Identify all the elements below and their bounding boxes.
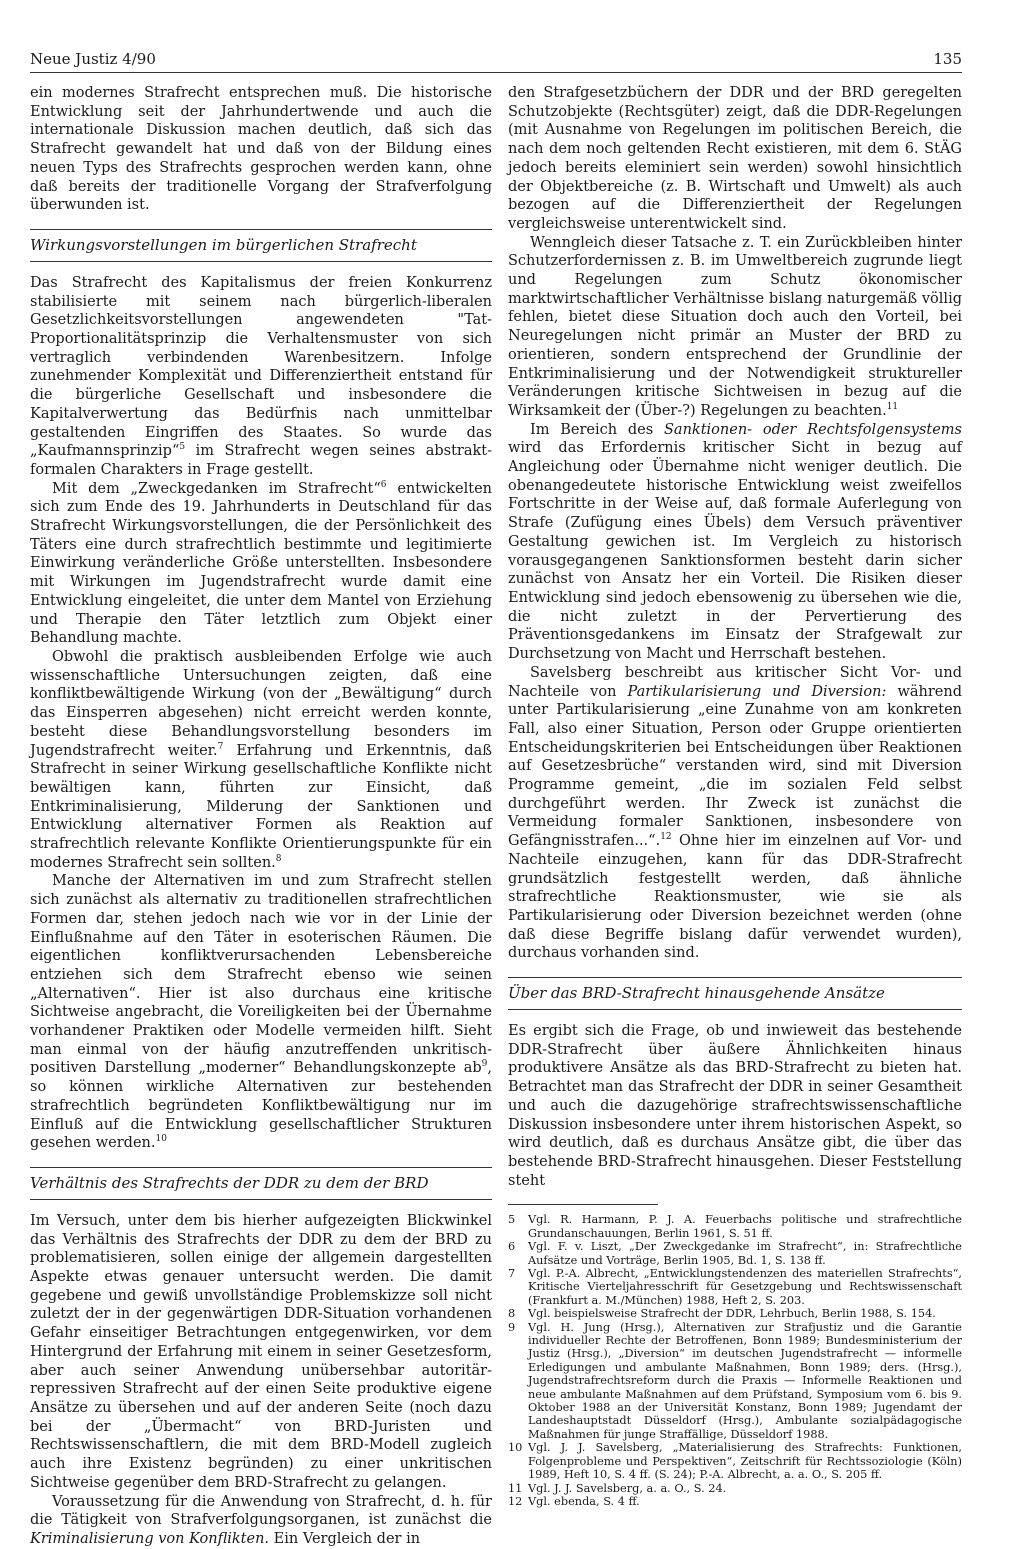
footnote-ref[interactable]: 9: [481, 1059, 488, 1070]
footnotes: [508, 1213, 962, 1508]
footnote: 10 Vgl. J. J. Savelsberg, „Materialisierung des Strafrechts: Funktionen, Folgenprobleme und Perspektiven“, Zeitschrift für Rechtssoziologie (Köln) 1989, Heft 10, S. 4 ff. (S. 24); P.-A. Albrecht, a. a. O., S. 205 ff.: [508, 1441, 962, 1482]
footnote: 6 Vgl. F. v. Liszt, „Der Zweckgedanke im Strafrecht“, in: Strafrechtliche Aufsätze und Vorträge, Berlin 1905, Bd. 1, S. 138 ff.: [508, 1240, 962, 1267]
paragraph: Obwohl die praktisch ausbleibenden Erfolge wie auch wissenschaftliche Untersuchungen zeigten, daß eine konfliktbewältigende Wirkung (von der „Bewältigung“ durch das Einsperren abgesehen) nicht erreicht werden konnte, besteht diese Behandlungsvorstellung besonders im Jugendstrafrecht weiter.$^7$ Erfahrung und Erkenntnis, daß Strafrecht in seiner Wirkung gesellschaftliche Konflikte nicht bewältigen kann, führten zur Einsicht, daß Entkriminalisierung, Milderung der Sanktionen und Entwicklung alternativer Formen als Reaktion auf strafrechtlich relevante Konflikte Orientierungspunkte für ein modernes Strafrecht sein sollten.$^8$: [30, 648, 492, 871]
footnote-ref[interactable]: 10: [155, 1134, 167, 1145]
paragraph: Das Strafrecht des Kapitalismus der freien Konkurrenz stabilisierte mit seinem nach bürgerlich-liberalen Gesetzlichkeitsvorstellungen angewendeten "Tat-Proportionalitätsprinzip die Verhaltensmuster von sich vertraglich verbindenden Warenbesitzern. Infolge zunehmender Komplexität und Differenziertheit entstand für die bürgerliche Gesellschaft und insbesondere die Kapitalverwertung das Bedürfnis nach unmittelbar gestaltenden Eingriffen des Staates. So wurde das „Kaufmannsprinzip“$^5$ im Strafrecht wegen seines abstrakt-formalen Charakters in Frage gestellt.: [30, 274, 492, 478]
footnote-rule: [508, 1204, 658, 1205]
paragraph: den Strafgesetzbüchern der DDR und der BRD geregelten Schutzobjekte (Rechtsgüter) zeigt, daß die DDR-Regelungen (mit Ausnahme von Regelungen im politischen Bereich, die nach dem noch geltenden Recht existieren, mit dem 6. StÄG jedoch bereits eleminiert sein werden) sowohl hinsichtlich der Objektbereiche (z. B. Wirtschaft und Umwelt) als auch bezogen auf die Differenziertheit der Regelungen vergleichsweise unterentwickelt sind.: [508, 85, 962, 232]
page-number: 135: [933, 50, 962, 68]
section-heading: Wirkungsvorstellungen im bürgerlichen Strafrecht: [30, 229, 492, 262]
paragraph: ein modernes Strafrecht entsprechen muß. Die historische Entwicklung seit der Jahrhundertwende und auch die internationale Diskussion machen deutlich, daß sich das Strafrecht gewandelt hat und daß von der Bildung eines neuen Typs des Strafrechts gesprochen werden kann, ohne daß bereits der traditionelle Vorgang der Strafverfolgung überwunden ist.: [30, 85, 492, 214]
header-rule: [30, 72, 962, 73]
footnote-ref[interactable]: 5: [179, 442, 186, 453]
paragraph: Savelsberg beschreibt aus kritischer Sicht Vor- und Nachteile von Partikularisierung und Diversion: während unter Partikularisierung „eine Zunahme von am konkreten Fall, also einer Situation, Person oder Gruppe orientierten Entscheidungskriterien bei Entscheidungen über Reaktionen auf Gesetzesbrüche“ verstanden wird, sind mit Diversion Programme gemeint, „die im sozialen Feld selbst durchgeführt werden. Ihr Zweck ist zunächst die Vermeidung formaler Sanktionen, insbesondere von Gefängnisstrafen...“.$^{12}$ Ohne hier im einzelnen auf Vor- und Nachteile einzugehen, kann für das DDR-Strafrecht grundsätzlich festgestellt werden, daß ähnliche strafrechtliche Reaktionsmuster, wie sie als Partikularisierung oder Diversion bezeichnet werden (ohne daß diese Begriffe bislang dafür verwendet wurden), durchaus vorhanden sind.: [508, 664, 962, 962]
paragraph: Im Versuch, unter dem bis hierher aufgezeigten Blickwinkel das Verhältnis des Strafrechts der DDR zu dem der BRD zu problematisieren, sollen einige der allgemein dargestellten Aspekte etwas genauer untersucht werden. Die damit gegebene und gewiß unvollständige Problemskizze soll nicht zuletzt der in der gegenwärtigen DDR-Situation vorhandenen Gefahr einseitiger Betrachtungen entgegenwirken, vor dem Hintergrund der Erfahrung mit einem in seiner Gesetzesform, aber auch seiner Anwendung unübersehbar autoritär-repressiven Strafrecht auf der einen Seite produktive eigene Ansätze zu übersehen und auf der anderen Seite (noch dazu bei der „Übermacht“ von BRD-Juristen und Rechtswissenschaftlern, die mit dem BRD-Modell zugleich auch ihre Existenz begründen) zu einer unkritischen Sichtweise gegenüber dem BRD-Strafrecht zu gelangen.: [30, 1212, 492, 1491]
paragraph: Manche der Alternativen im und zum Strafrecht stellen sich zunächst als alternativ zu traditionellen strafrechtlichen Formen dar, stehen jedoch nach wie vor in der Linie der Einflußnahme auf den Täter in esoterischen Räumen. Die eigentlichen konfliktverursachenden Lebensbereiche entziehen sich dem Strafrecht ebenso wie seinen „Alternativen“. Hier ist also durchaus eine kritische Sichtweise angebracht, die Voreiligkeiten bei der Übernahme vorhandener Praktiken oder Modelle vermeiden hilft. Sieht man einmal von der häufig anzutreffenden unkritisch-positiven Darstellung „moderner“ Behandlungskonzepte $ab^9$, so können wirkliche Alternativen zur bestehenden strafrechtlich begründeten Konfliktbewältigung nur im Einfluß auf die Entwicklung gesellschaftlicher Strukturen gesehen werden.$^{10}$: [30, 873, 492, 1152]
paragraph: Wenngleich dieser Tatsache z. T. ein Zurückbleiben hinter Schutzerfordernissen z. B. im Umweltbereich zugrunde liegt und Regelungen zum Schutz ökonomischer marktwirtschaftlicher Verhältnisse bislang naturgemäß völlig fehlen, bietet diese Situation doch auch den Vorteil, bei Neuregelungen nicht primär an Muster der BRD zu orientieren, sondern entsprechend der Grundlinie der Entkriminalisierung und der Notwendigkeit struktureller Veränderungen kritische Sichtweisen in bezug auf die Wirksamkeit der (Über-?) Regelungen zu beachten.$^{11}$: [508, 234, 962, 419]
footnote-ref[interactable]: 7: [217, 741, 224, 752]
paragraph: Mit dem „Zweckgedanken im Strafrecht“$^6$ entwickelten sich zum Ende des 19. Jahrhunderts in Deutschland für das Strafrecht Wirkungsvorstellungen, die der Persönlichkeit des Täters eine durch strafrechtlich bestimmte und legitimierte Einwirkung veränderliche Größe unterstellten. Insbesondere mit Wirkungen im Jugendstrafrecht wurde damit eine Entwicklung eingeleitet, die unter dem Mantel von Erziehung und Therapie den Täter letztlich zum Objekt einer Behandlung machte.: [30, 479, 493, 647]
footnote: 5 Vgl. R. Harmann, P. J. A. Feuerbachs politische und strafrechtliche Grundanschauungen, Berlin 1961, S. 51 ff.: [508, 1213, 962, 1240]
footnote: 12 Vgl. ebenda, S. 4 ff.: [508, 1494, 640, 1508]
paragraph: Voraussetzung für die Anwendung von Strafrecht, d. h. für die Tätigkeit von Strafverfolgungsorganen, ist zunächst die Kriminalisierung von Konflikten. Ein Vergleich der in: [30, 1493, 492, 1547]
footnote-ref[interactable]: 12: [660, 832, 672, 843]
footnote: 8 Vgl. beispielsweise Strafrecht der DDR, Lehrbuch, Berlin 1988, S. 154.: [508, 1307, 936, 1321]
page-header: [30, 50, 962, 72]
section-heading: Verhältnis des Strafrechts der DDR zu dem der BRD: [30, 1167, 492, 1200]
footnote: 11 Vgl. J. J. Savelsberg, a. a. O., S. 24.: [508, 1481, 727, 1495]
journal-issue: Neue Justiz 4/90: [30, 50, 156, 68]
footnote: 9 Vgl. H. Jung (Hrsg.), Alternativen zur Strafjustiz und die Garantie individueller Rechte der Betroffenen, Bonn 1989; Bundesministerium der Justiz (Hrsg.), „Diversion“ im deutschen Jugendstrafrecht — informelle Erledigungen und ambulante Maßnahmen, Bonn 1989; ders. (Hrsg.), Jugendstrafrechtsreform durch die Praxis — Informelle Reaktionen und neue ambulante Maßnahmen auf dem Prüfstand, Symposium vom 6. bis 9. Oktober 1988 an der Universität Konstanz, Bonn 1989; Jugendamt der Landeshauptstadt Düsseldorf (Hrsg.), Ambulante sozialpädagogische Maßnahmen für junge Straffällige, Düsseldorf 1988.: [508, 1320, 962, 1441]
footnote-ref[interactable]: 11: [886, 402, 899, 413]
paragraph: Es ergibt sich die Frage, ob und inwieweit das bestehende DDR-Strafrecht über äußere Ähnlichkeiten hinaus produktivere Ansätze als das BRD-Strafrecht zu bieten hat. Betrachtet man das Strafrecht der DDR in seiner Gesamtheit und auch die dazugehörige strafrechtswissenschaftliche Diskussion insbesondere unter ihrem historischen Aspekt, so wird deutlich, daß es durchaus Ansätze gibt, die über das bestehende BRD-Strafrecht hinausgehen. Dieser Feststellung steht: [508, 1023, 962, 1189]
paragraph: Im Bereich des Sanktionen- oder Rechtsfolgensystems wird das Erfordernis kritischer Sicht in bezug auf Angleichung oder Übernahme nicht weniger deutlich. Die obenangedeutete historische Entwicklung weist zweifellos Fortschritte in der Weise auf, daß formale Auferlegung von Strafe (Zufügung eines Übels) dem Versuch präventiver Gestaltung gewichen ist. Im Vergleich zu historisch vorausgegangenen Sanktionsformen besteht darin sicher zunächst von Ansatz her ein Vorteil. Die Risiken dieser Entwicklung sind jedoch ebensowenig zu übersehen wie die, die nicht zuletzt in der Pervertierung des Präventionsgedankens im Einsatz der Strafgewalt zur Durchsetzung von Macht und Herrschaft bestehen.: [508, 421, 962, 663]
footnote-ref[interactable]: 6: [380, 479, 387, 490]
left-column: [30, 84, 492, 1549]
right-column: [508, 84, 962, 1508]
footnote-ref[interactable]: 8: [275, 853, 282, 864]
section-heading: Über das BRD-Strafrecht hinausgehende Ansätze: [508, 977, 962, 1010]
footnote: 7 Vgl. P.-A. Albrecht, „Entwicklungstendenzen des materiellen Strafrechts“, Kritische Vierteljahresschrift für Gesetzgebung und Rechtswissenschaft (Frankfurt a. M./München) 1988, Heft 2, S. 203.: [508, 1267, 962, 1307]
